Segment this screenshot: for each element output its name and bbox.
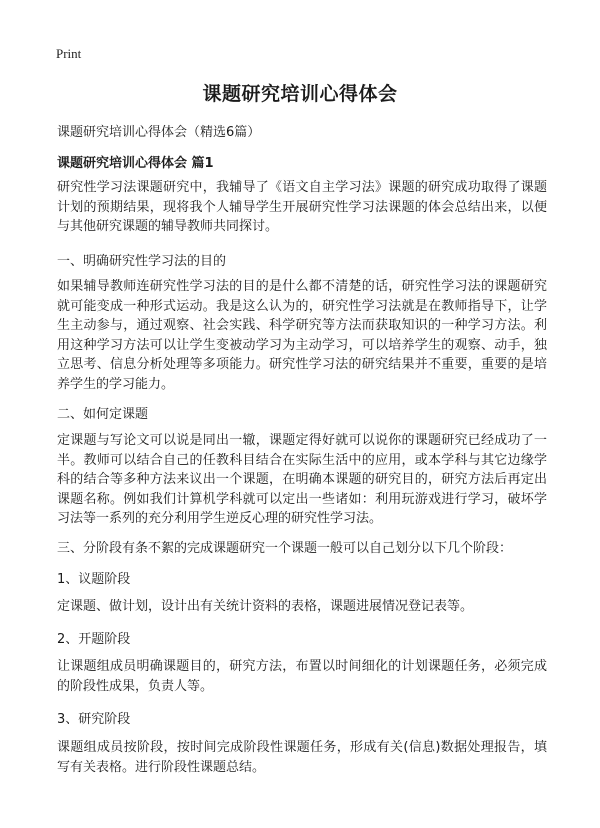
stage-2-paragraph: 让课题组成员明确课题目的，研究方法，布置以时间细化的计划课题任务，必须完成的阶段性成果，负责人等。 xyxy=(57,659,547,694)
intro-paragraph: 研究性学习法课题研究中，我辅导了《语文自主学习法》课题的研究成功取得了课题计划的预期结果，现将我个人辅导学生开展研究性学习法课题的体会总结出来，以便与其他研究课题的辅导教师共同探讨。 xyxy=(57,180,547,234)
stage-3-paragraph: 课题组成员按阶段，按时间完成阶段性课题任务，形成有关(信息)数据处理报告，填写有关表格。进行阶段性课题总结。 xyxy=(57,740,547,775)
stage-1-heading: 1、议题阶段 xyxy=(57,572,131,587)
document-subtitle: 课题研究培训心得体会（精选6篇） xyxy=(57,125,261,140)
print-link[interactable]: Print xyxy=(56,46,82,61)
purpose-paragraph: 如果辅导教师连研究性学习法的目的是什么都不清楚的话，研究性学习法的课题研究就可能变成一种形式运动。我是这么认为的，研究性学习法就是在教师指导下，让学生主动参与，通过观察、社会实践、科学研究等方法而获取知识的一种学习方法。利用这种学习方法可以让学生变被动学习为主动学习，可以培养学生的观察、动手，独立思考、信息分析处理等多项能力。研究性学习法的研究结果并不重要，重要的是培养学生的学习能力。 xyxy=(57,279,547,392)
stage-3-heading: 3、研究阶段 xyxy=(57,712,131,727)
heading-topic: 二、如何定课题 xyxy=(57,407,149,422)
heading-stages: 三、分阶段有条不絮的完成课题研究一个课题一般可以自己划分以下几个阶段： xyxy=(57,541,513,556)
page-title: 课题研究培训心得体会 xyxy=(202,83,398,105)
topic-paragraph: 定课题与写论文可以说是同出一辙，课题定得好就可以说你的课题研究已经成功了一半。教师可以结合自己的任教科目结合在实际生活中的应用，或本学科与其它边缘学科的结合等多种方法来议出一个课题，在明确本课题的研究目的，研究方法后再定出课题名称。例如我们计算机学科就可以定出一些诸如：利用玩游戏进行学习，破坏学习法等一系列的充分利用学生逆反心理的研究性学习法。 xyxy=(57,433,547,526)
stage-1-paragraph: 定课题、做计划，设计出有关统计资料的表格，课题进展情况登记表等。 xyxy=(57,599,474,614)
stage-2-heading: 2、开题阶段 xyxy=(57,632,131,647)
section-heading: 课题研究培训心得体会 篇1 xyxy=(57,156,214,171)
heading-purpose: 一、明确研究性学习法的目的 xyxy=(57,254,227,269)
